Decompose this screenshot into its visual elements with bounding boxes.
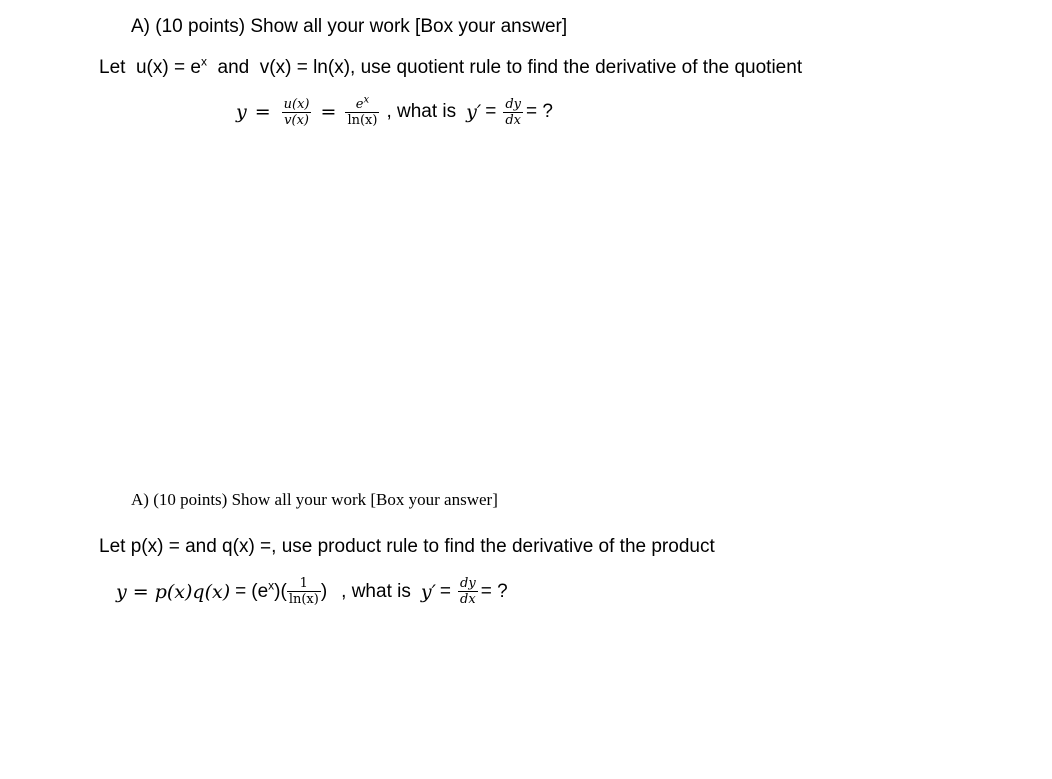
frac-ex-numerator: $e^x$ xyxy=(355,94,370,112)
what-is-text: , what is xyxy=(341,580,411,602)
question1-equation xyxy=(236,96,553,128)
eq-equals-2: = xyxy=(439,580,452,602)
what-is-text: , what is xyxy=(386,101,457,122)
eq-product-lhs: y = p(x)q(x) xyxy=(116,580,231,603)
question1-statement xyxy=(99,54,803,79)
frac-1-numerator: 1 xyxy=(299,576,308,591)
question2-header: A) (10 points) Show all your work [Box your answer] xyxy=(131,490,498,509)
fraction-ex-over-ln xyxy=(345,96,379,128)
frac-v-denominator: v(x) xyxy=(284,112,309,128)
fraction-u-over-v xyxy=(282,97,312,128)
factor-ex: $(e^x)$( xyxy=(251,578,287,602)
eq-equals-3: = xyxy=(485,101,497,122)
question2-equation xyxy=(116,576,508,607)
u-definition: u(x) = e xyxy=(135,57,201,78)
dy: dy xyxy=(460,576,476,591)
frac-ln-denominator: ln(x) xyxy=(347,113,378,128)
close-paren: ) xyxy=(320,580,328,602)
dx: dx xyxy=(460,592,476,607)
y-prime: y′ xyxy=(466,101,482,123)
and-word: and xyxy=(217,57,250,78)
eq-equals-2: = xyxy=(320,101,337,123)
eq-equals: = xyxy=(235,580,247,602)
fraction-dy-dx xyxy=(503,97,523,128)
eq-y: y xyxy=(236,101,247,123)
fraction-1-over-ln xyxy=(287,576,321,607)
question1-header: A) (10 points) Show all your work [Box your answer] xyxy=(131,16,568,37)
dx: dx xyxy=(505,112,521,128)
fraction-dy-dx xyxy=(458,576,478,607)
question2-statement: Let p(x) = and q(x) =, use product rule to find the derivative of the product xyxy=(99,536,715,557)
eq-equals: = xyxy=(254,101,271,123)
v-definition: v(x) = ln(x), use quotient rule to find the derivative of the quotient xyxy=(259,57,803,78)
equals-question: = ? xyxy=(480,580,508,602)
u-exponent: x xyxy=(200,54,207,69)
equals-question: = ? xyxy=(526,101,553,122)
y-prime: y′ xyxy=(420,580,436,603)
frac-u-numerator: u(x) xyxy=(283,96,310,112)
dy: dy xyxy=(505,96,521,112)
let-word: Let xyxy=(99,57,126,78)
frac-ln-denominator: ln(x) xyxy=(288,592,319,607)
